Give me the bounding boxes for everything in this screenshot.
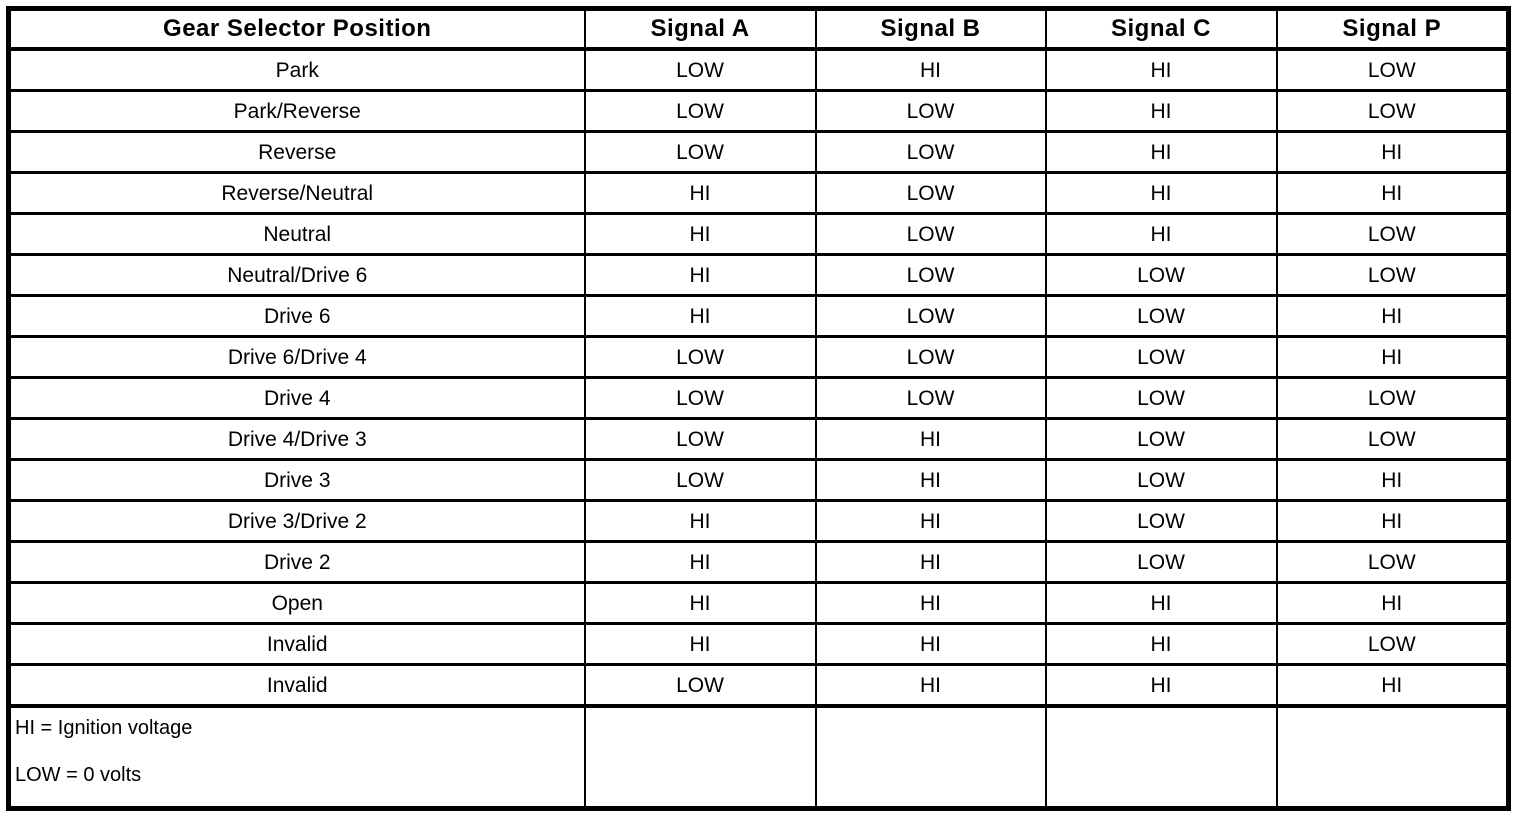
signal-b-value-cell: LOW [816, 337, 1046, 378]
signal-b-value-cell: LOW [816, 91, 1046, 132]
signal-a-value-cell: HI [585, 624, 816, 665]
gear-position-cell: Reverse/Neutral [9, 173, 585, 214]
signal-a-value-cell: HI [585, 542, 816, 583]
signal-b-value-cell: HI [816, 501, 1046, 542]
empty-cell [585, 706, 816, 809]
signal-b-value-cell: HI [816, 583, 1046, 624]
gear-position-cell: Drive 3 [9, 460, 585, 501]
signal-a-value-cell: LOW [585, 337, 816, 378]
signal-a-value-cell: LOW [585, 460, 816, 501]
empty-cell [816, 706, 1046, 809]
table-row [9, 91, 1509, 132]
table-row [9, 378, 1509, 419]
signal-p-value-cell: HI [1277, 583, 1509, 624]
table-row [9, 460, 1509, 501]
table-row [9, 665, 1509, 707]
signal-c-value-cell: HI [1046, 624, 1277, 665]
signal-a-value-cell: HI [585, 501, 816, 542]
column-header-gear-selector-position: Gear Selector Position [9, 9, 585, 50]
gear-position-cell: Park/Reverse [9, 91, 585, 132]
signal-c-value-cell: LOW [1046, 296, 1277, 337]
signal-b-value-cell: LOW [816, 214, 1046, 255]
table-row [9, 501, 1509, 542]
signal-c-value-cell: LOW [1046, 337, 1277, 378]
column-header-signal-a: Signal A [585, 9, 816, 50]
signal-b-value-cell: LOW [816, 132, 1046, 173]
signal-a-value-cell: LOW [585, 378, 816, 419]
signal-a-value-cell: LOW [585, 665, 816, 707]
signal-p-value-cell: LOW [1277, 49, 1509, 91]
table-body [9, 49, 1509, 706]
signal-p-value-cell: LOW [1277, 91, 1509, 132]
empty-cell [1046, 706, 1277, 809]
empty-cell [1277, 706, 1509, 809]
table-row [9, 624, 1509, 665]
signal-c-value-cell: LOW [1046, 378, 1277, 419]
signal-a-value-cell: HI [585, 296, 816, 337]
signal-p-value-cell: LOW [1277, 624, 1509, 665]
signal-b-value-cell: HI [816, 624, 1046, 665]
signal-c-value-cell: HI [1046, 214, 1277, 255]
signal-a-value-cell: HI [585, 214, 816, 255]
legend-cell [9, 706, 585, 809]
gear-position-cell: Drive 6/Drive 4 [9, 337, 585, 378]
signal-b-value-cell: HI [816, 49, 1046, 91]
signal-a-value-cell: LOW [585, 132, 816, 173]
gear-position-cell: Drive 6 [9, 296, 585, 337]
gear-position-cell: Invalid [9, 665, 585, 707]
header-row [9, 9, 1509, 50]
table-row [9, 173, 1509, 214]
signal-b-value-cell: HI [816, 542, 1046, 583]
signal-b-value-cell: HI [816, 419, 1046, 460]
signal-b-value-cell: HI [816, 460, 1046, 501]
signal-c-value-cell: LOW [1046, 501, 1277, 542]
signal-b-value-cell: HI [816, 665, 1046, 707]
signal-b-value-cell: LOW [816, 255, 1046, 296]
table-row [9, 337, 1509, 378]
table-row [9, 419, 1509, 460]
signal-c-value-cell: LOW [1046, 255, 1277, 296]
gear-selector-signal-table [6, 6, 1511, 811]
gear-position-cell: Drive 4 [9, 378, 585, 419]
table-row [9, 296, 1509, 337]
signal-c-value-cell: HI [1046, 49, 1277, 91]
signal-c-value-cell: HI [1046, 91, 1277, 132]
signal-c-value-cell: HI [1046, 173, 1277, 214]
gear-position-cell: Drive 4/Drive 3 [9, 419, 585, 460]
signal-c-value-cell: HI [1046, 665, 1277, 707]
signal-p-value-cell: LOW [1277, 419, 1509, 460]
gear-position-cell: Park [9, 49, 585, 91]
signal-a-value-cell: HI [585, 583, 816, 624]
signal-c-value-cell: HI [1046, 132, 1277, 173]
signal-p-value-cell: HI [1277, 460, 1509, 501]
table-row [9, 542, 1509, 583]
gear-position-cell: Neutral/Drive 6 [9, 255, 585, 296]
signal-p-value-cell: HI [1277, 296, 1509, 337]
column-header-signal-c: Signal C [1046, 9, 1277, 50]
signal-p-value-cell: HI [1277, 501, 1509, 542]
signal-c-value-cell: HI [1046, 583, 1277, 624]
gear-position-cell: Drive 2 [9, 542, 585, 583]
gear-position-cell: Reverse [9, 132, 585, 173]
signal-b-value-cell: LOW [816, 296, 1046, 337]
signal-p-value-cell: HI [1277, 337, 1509, 378]
signal-p-value-cell: LOW [1277, 378, 1509, 419]
signal-a-value-cell: LOW [585, 419, 816, 460]
gear-position-cell: Invalid [9, 624, 585, 665]
column-header-signal-b: Signal B [816, 9, 1046, 50]
legend-row [9, 706, 1509, 809]
signal-c-value-cell: LOW [1046, 542, 1277, 583]
signal-p-value-cell: LOW [1277, 255, 1509, 296]
signal-p-value-cell: HI [1277, 173, 1509, 214]
signal-c-value-cell: LOW [1046, 419, 1277, 460]
table-row [9, 583, 1509, 624]
signal-a-value-cell: HI [585, 173, 816, 214]
signal-p-value-cell: LOW [1277, 542, 1509, 583]
signal-a-value-cell: LOW [585, 49, 816, 91]
table-row [9, 255, 1509, 296]
column-header-signal-p: Signal P [1277, 9, 1509, 50]
table-row [9, 132, 1509, 173]
gear-position-cell: Neutral [9, 214, 585, 255]
signal-p-value-cell: LOW [1277, 214, 1509, 255]
table-row [9, 214, 1509, 255]
table-row [9, 49, 1509, 91]
signal-a-value-cell: HI [585, 255, 816, 296]
signal-p-value-cell: HI [1277, 132, 1509, 173]
signal-p-value-cell: HI [1277, 665, 1509, 707]
signal-b-value-cell: LOW [816, 378, 1046, 419]
signal-c-value-cell: LOW [1046, 460, 1277, 501]
signal-a-value-cell: LOW [585, 91, 816, 132]
gear-position-cell: Open [9, 583, 585, 624]
gear-position-cell: Drive 3/Drive 2 [9, 501, 585, 542]
signal-b-value-cell: LOW [816, 173, 1046, 214]
legend-hi-definition: HI = Ignition voltage [15, 717, 193, 739]
legend-low-definition: LOW = 0 volts [15, 764, 142, 786]
